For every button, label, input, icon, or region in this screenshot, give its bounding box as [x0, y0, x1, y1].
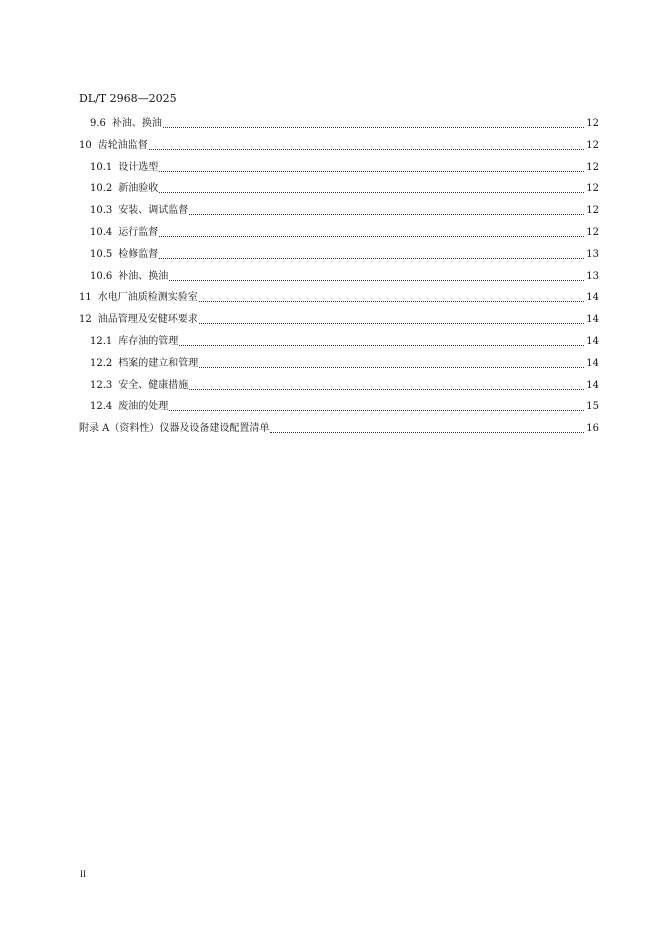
toc-entry-page-number: 13: [586, 248, 599, 260]
toc-dot-leader: [149, 148, 584, 150]
toc-entry-number: 12.3: [90, 379, 113, 391]
toc-dot-leader: [159, 191, 584, 193]
toc-entry-number: 10: [79, 139, 92, 151]
toc-entry-page-number: 15: [586, 401, 599, 413]
toc-entry-page-number: 14: [586, 379, 599, 391]
toc-entry-number: 12.2: [90, 357, 113, 369]
toc-entry-number: 10.4: [90, 227, 113, 238]
toc-entry[interactable]: [90, 115, 599, 131]
toc-entry[interactable]: [90, 398, 599, 414]
toc-entry-number: 附录 A: [79, 423, 110, 435]
toc-dot-leader: [189, 388, 584, 390]
toc-entry-page-number: 13: [586, 270, 599, 282]
toc-entry-number: 11: [79, 292, 92, 304]
toc-entry-title: 油品管理及安健环要求: [97, 314, 198, 326]
toc-entry-title: 安全、健康措施: [118, 379, 189, 391]
toc-entry-title: 新油验收: [118, 183, 159, 195]
toc-entry[interactable]: [79, 420, 599, 436]
page-number-footer: II: [80, 869, 86, 879]
toc-entry-title: 检修监督: [118, 248, 159, 260]
toc-entry[interactable]: [90, 333, 599, 349]
toc-entry-title: 运行监督: [118, 227, 159, 238]
toc-entry-page-number: 14: [586, 336, 599, 347]
toc-dot-leader: [270, 431, 584, 433]
toc-entry-number: 10.5: [90, 248, 113, 260]
toc-entry-page-number: 16: [586, 423, 599, 435]
toc-entry[interactable]: [90, 180, 599, 196]
toc-dot-leader: [199, 322, 584, 324]
toc-entry-title: 废油的处理: [118, 401, 169, 413]
toc-entry-number: 12.4: [90, 401, 113, 413]
toc-entry-page-number: 12: [586, 139, 599, 151]
toc-entry[interactable]: [90, 377, 599, 393]
toc-entry-number: 9.6: [90, 118, 106, 129]
toc-entry[interactable]: [79, 289, 599, 305]
toc-entry-number: 12.1: [90, 336, 113, 347]
toc-dot-leader: [159, 257, 584, 259]
toc-entry-number: 10.1: [90, 161, 113, 173]
toc-entry-number: 10.3: [90, 205, 113, 217]
toc-entry-page-number: 12: [586, 183, 599, 195]
toc-entry-page-number: 14: [586, 314, 599, 326]
toc-entry[interactable]: [79, 311, 599, 327]
toc-dot-leader: [159, 170, 584, 172]
toc-entry-number: 12: [79, 314, 92, 326]
toc-entry-title: 档案的建立和管理: [118, 357, 199, 369]
toc-entry-page-number: 12: [586, 227, 599, 238]
toc-dot-leader: [199, 300, 584, 302]
toc-dot-leader: [179, 344, 584, 346]
toc-entry[interactable]: [90, 202, 599, 218]
toc-entry-title: 设计选型: [118, 161, 159, 173]
toc-entry[interactable]: [90, 355, 599, 371]
toc-entry-title: 水电厂油质检测实验室: [97, 292, 198, 304]
toc-entry-page-number: 14: [586, 357, 599, 369]
toc-dot-leader: [199, 366, 584, 368]
toc-entry-number: 10.6: [90, 270, 113, 282]
toc-entry-title: 齿轮油监督: [97, 139, 148, 151]
toc-entry-number: 10.2: [90, 183, 113, 195]
toc-entry-page-number: 12: [586, 205, 599, 217]
toc-dot-leader: [159, 235, 584, 237]
toc-dot-leader: [163, 126, 584, 128]
toc-entry-title: 补油、换油: [118, 270, 169, 282]
toc-entry[interactable]: [90, 224, 599, 240]
toc-entry[interactable]: [79, 137, 599, 153]
toc-entry-title: 库存油的管理: [118, 336, 179, 347]
toc-entry[interactable]: [90, 268, 599, 284]
toc-entry-title: （资料性）仪器及设备建设配置清单: [109, 423, 270, 435]
toc-dot-leader: [169, 409, 584, 411]
toc-entry-page-number: 14: [586, 292, 599, 304]
toc-entry[interactable]: [90, 159, 599, 175]
toc-entry-page-number: 12: [586, 118, 599, 129]
toc-entry[interactable]: [90, 246, 599, 262]
toc-entry-title: 安装、调试监督: [118, 205, 189, 217]
toc-dot-leader: [189, 213, 584, 215]
toc-entry-title: 补油、换油: [111, 118, 162, 129]
toc-entry-page-number: 12: [586, 161, 599, 173]
toc-dot-leader: [169, 279, 584, 281]
document-number-header: DL/T 2968—2025: [79, 92, 177, 105]
